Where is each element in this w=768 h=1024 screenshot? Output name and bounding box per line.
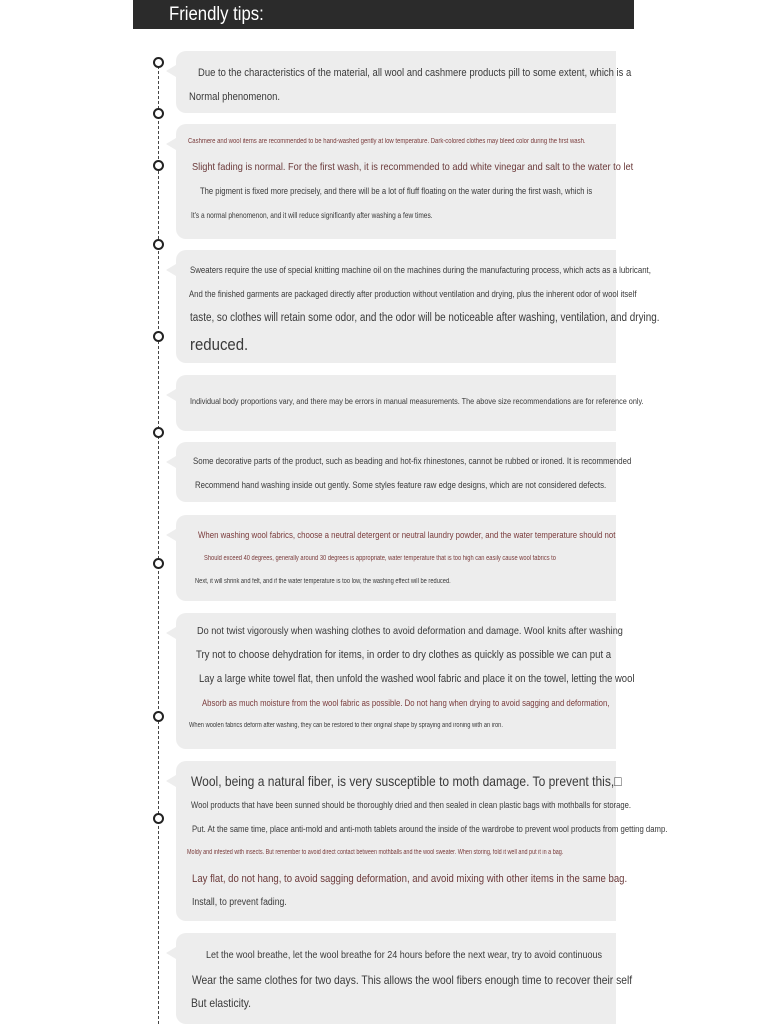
tip-text: Cashmere and wool items are recommended to be hand-washed gently at low temperature. Dark-colored clothes may bleed color during the first wash. (188, 138, 586, 145)
timeline-dot (153, 57, 164, 68)
tip-text: The pigment is fixed more precisely, and there will be a lot of fluff floating on the water during the first wash, which is (200, 186, 593, 196)
tip-text: Moldy and infested with insects. But remember to avoid direct contact between mothballs and the wool sweater. When storing, fold it well and put it in a bag. (187, 849, 564, 856)
timeline-dot (153, 108, 164, 119)
timeline-dot (153, 813, 164, 824)
tip-text: taste, so clothes will retain some odor, and the odor will be noticeable after washing, ventilation, and drying. (190, 312, 660, 324)
tip-text: But elasticity. (191, 996, 252, 1010)
tip-text: When woolen fabrics deform after washing, they can be restored to their original shape by spraying and ironing with an iron. (189, 722, 503, 729)
tip-text: Try not to choose dehydration for items, in order to dry clothes as quickly as possible we can put a (196, 649, 612, 661)
tip-text: Lay flat, do not hang, to avoid sagging deformation, and avoid mixing with other items in the same bag. (192, 873, 628, 885)
timeline-line (158, 61, 159, 1024)
timeline-dot (153, 160, 164, 171)
tip-card (176, 442, 632, 502)
tip-text: Lay a large white towel flat, then unfold the washed wool fabric and place it on the towel, letting the wool (199, 673, 635, 685)
tip-text: Wool products that have been sunned should be thoroughly dried and then sealed in clean plastic bags with mothballs for storage. (191, 800, 632, 810)
tip-text: Let the wool breathe, let the wool breathe for 24 hours before the next wear, try to avoid continuous (206, 949, 603, 961)
tip-text: Next, it will shrink and felt, and if the water temperature is too low, the washing effect will be reduced. (195, 578, 451, 585)
tip-text: Wool, being a natural fiber, is very susceptible to moth damage. To prevent this,□ (191, 773, 622, 789)
tip-card (176, 375, 644, 431)
page-title: Friendly tips: (169, 4, 264, 25)
tip-text: Slight fading is normal. For the first wash, it is recommended to add white vinegar and salt to the water to let (192, 161, 634, 173)
tip-text: Due to the characteristics of the material, all wool and cashmere products pill to some extent, which is a (198, 67, 632, 79)
tip-card (176, 124, 634, 239)
tip-card (176, 761, 668, 921)
tip-text: Sweaters require the use of special knitting machine oil on the machines during the manufacturing process, which acts as a lubricant, (190, 265, 651, 275)
tip-text: Absorb as much moisture from the wool fabric as possible. Do not hang when drying to avoid sagging and deformation, (202, 698, 610, 708)
tip-text: Recommend hand washing inside out gently. Some styles feature raw edge designs, which are not considered defects. (195, 480, 607, 490)
tip-text: When washing wool fabrics, choose a neutral detergent or neutral laundry powder, and the water temperature should not (198, 530, 616, 540)
tip-text: Put. At the same time, place anti-mold and anti-moth tablets around the inside of the wardrobe to prevent wool products from getting damp. (192, 824, 668, 834)
tip-card (176, 933, 633, 1024)
timeline-dot (153, 239, 164, 250)
tip-text: Wear the same clothes for two days. This allows the wool fibers enough time to recover their self (192, 973, 633, 987)
tip-text: Do not twist vigorously when washing clothes to avoid deformation and damage. Wool knits after washing (197, 625, 623, 637)
tip-card (176, 51, 632, 113)
tip-card (176, 613, 635, 749)
timeline-dot (153, 427, 164, 438)
tip-text: Install, to prevent fading. (192, 897, 287, 908)
tip-text: reduced. (190, 335, 249, 354)
tip-text: Individual body proportions vary, and there may be errors in manual measurements. The above size recommendations are for reference only. (190, 397, 644, 406)
tip-card (176, 250, 660, 363)
tip-text: And the finished garments are packaged directly after production without ventilation and drying, plus the inherent odor of wool itself (189, 289, 637, 299)
tip-text: Should exceed 40 degrees, generally around 30 degrees is appropriate, water temperature that is too high can easily cause wool fabrics to (204, 555, 556, 562)
timeline-dot (153, 331, 164, 342)
tip-text: It's a normal phenomenon, and it will reduce significantly after washing a few times. (191, 211, 433, 220)
timeline-dot (153, 558, 164, 569)
tip-card (176, 515, 616, 601)
header-bar (133, 0, 634, 29)
tip-text: Normal phenomenon. (189, 91, 280, 103)
timeline-dot (153, 711, 164, 722)
tip-text: Some decorative parts of the product, such as beading and hot-fix rhinestones, cannot be rubbed or ironed. It is recommended (193, 456, 632, 466)
